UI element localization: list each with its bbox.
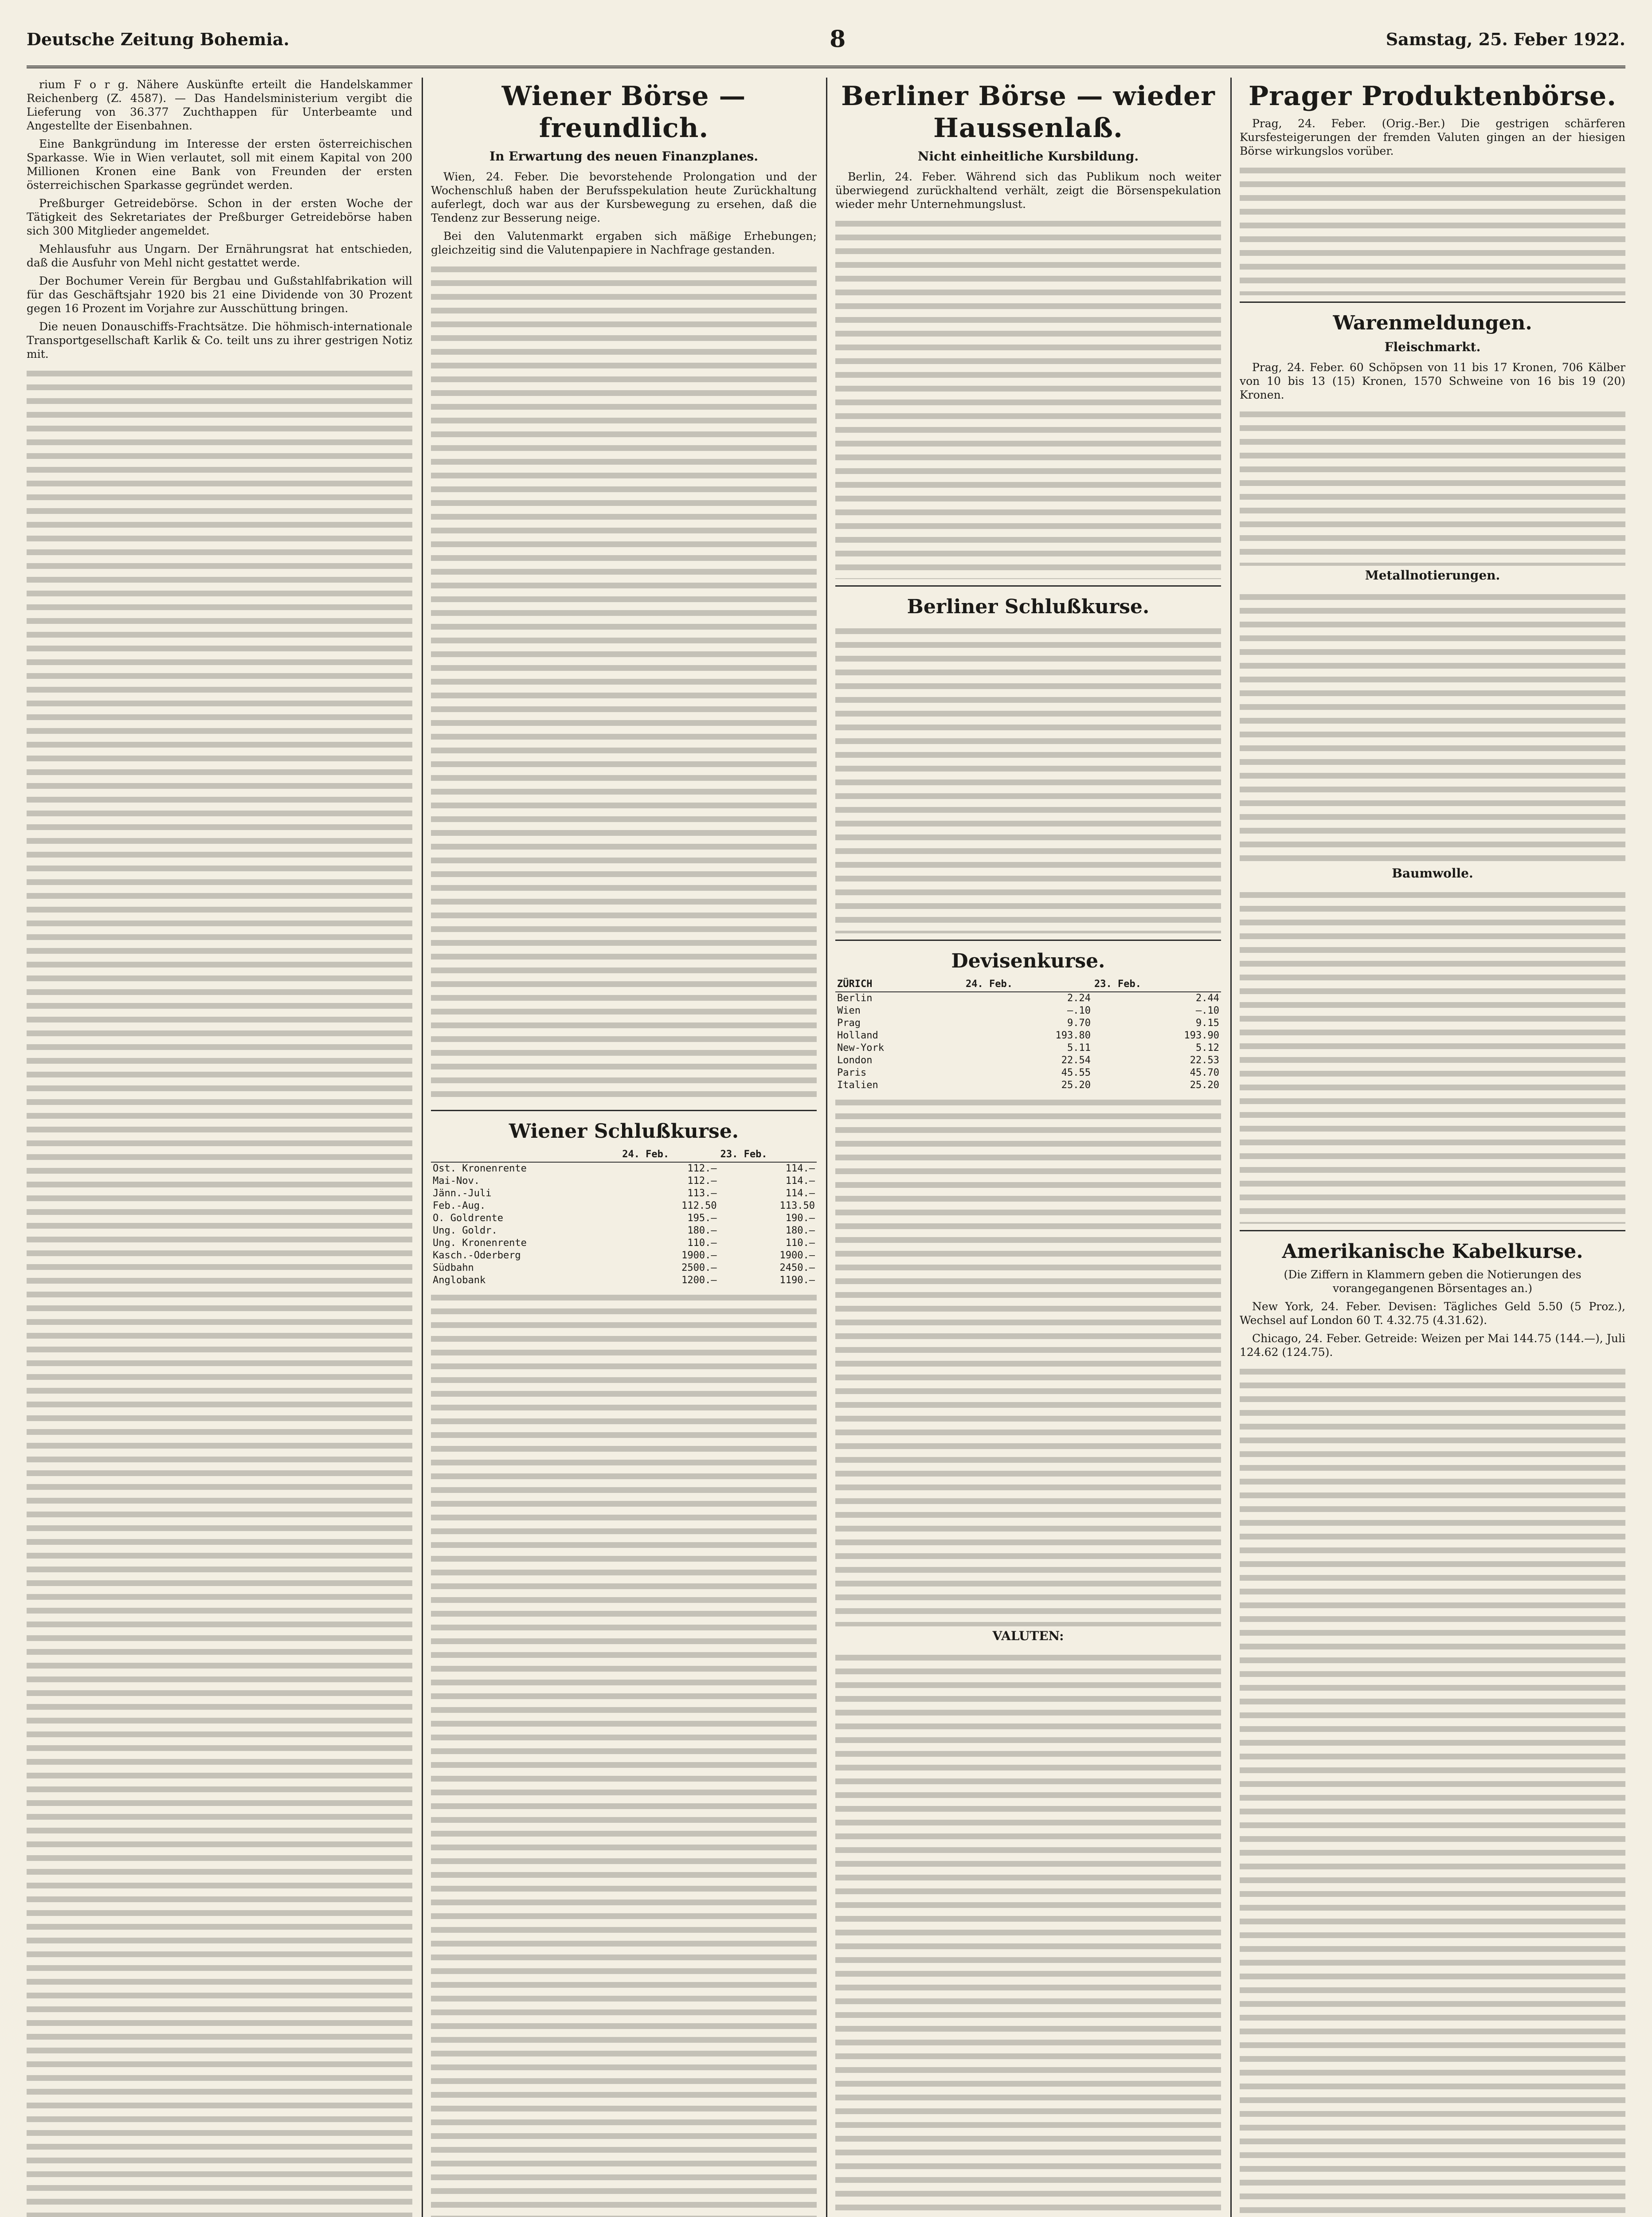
table-row [431,1200,817,1212]
cell: 1900.— [681,1250,717,1261]
paragraph: Wien, 24. Feber. Die bevorstehende Prolongation und der Wochenschluß haben der Berufsspekulation heute Zurückhaltung auferlegt, doch war aus der Kursbewegung zu ersehen, daß die Tendenz zur Besserung neige. [431,170,817,224]
table-row [835,992,1221,1005]
column-economic-news [27,78,412,2217]
cell: 114.— [785,1188,815,1199]
cell: 45.70 [1190,1067,1219,1078]
table-row [835,1030,1221,1042]
cell: Kasch.-Oderberg [433,1250,521,1261]
dense-text-block [835,1649,1221,2217]
paragraph: Preßburger Getreidebörse. Schon in der ersten Woche der Tätigkeit des Sekretariates der Preßburger Getreidebörse haben sich 300 Mitglieder angemeldet. [27,197,412,237]
dense-table-block [835,623,1221,933]
table-row [431,1162,817,1175]
table-title: Wiener Schlußkurse. [509,1120,739,1143]
section-subtitle: Fleischmarkt. [1384,340,1481,354]
cell: Ost. Kronenrente [433,1163,527,1174]
table-row [431,1237,817,1250]
section-title: Warenmeldungen. [1333,312,1532,334]
cell: 2.44 [1196,993,1219,1004]
cell: Anglobank [433,1275,486,1286]
columns [27,78,1625,2217]
cell: 22.54 [1061,1055,1091,1066]
cell: 9.15 [1196,1018,1219,1029]
cell: 9.70 [1067,1018,1091,1029]
cell: O. Goldrente [433,1213,503,1224]
table-title: VALUTEN: [992,1629,1064,1643]
divider [1240,302,1625,303]
page-header [27,12,1625,68]
divider [431,1110,817,1111]
dense-text-block [431,261,817,1104]
cell: —.10 [1067,1005,1091,1016]
paragraph: Die neuen Donauschiffs-Frachtsätze. Die höhmisch-internationale Transportgesellschaft Karlik & Co. teilt uns zu ihrer gestrigen Notiz mit. [27,320,412,360]
cell: 5.11 [1067,1042,1091,1054]
table-row [835,1042,1221,1054]
column-wiener-boerse [431,78,817,2217]
paragraph: rium F o r g. Nähere Auskünfte erteilt die Handelskammer Reichenberg (Z. 4587). — Das Handelsministerium vergibt die Lieferung von 36.377 Zuchthappen für Unterbeamte und Angestellte der Eisenbahnen. [27,78,412,132]
cell: 112.— [687,1175,717,1187]
cell: Berlin [837,993,873,1004]
column-rule [422,78,423,2217]
cell: Feb.-Aug. [433,1200,486,1211]
cell: 25.20 [1061,1080,1091,1091]
cell: 180.— [785,1225,815,1236]
table-row [835,1079,1221,1092]
cell: 190.— [785,1213,815,1224]
cell: 2450.— [779,1262,815,1273]
cell: 110.— [687,1238,717,1249]
cell: 25.20 [1190,1080,1219,1091]
cell: 195.— [687,1213,717,1224]
table-header: 23. Feb. [1092,977,1221,992]
section-subtitle: Nicht einheitliche Kursbildung. [917,149,1139,164]
cell: 22.53 [1190,1055,1219,1066]
cell: 113.— [687,1188,717,1199]
section-subtitle: In Erwartung des neuen Finanzplanes. [489,149,758,164]
paragraph: Eine Bankgründung im Interesse der ersten österreichischen Sparkasse. Wie in Wien verlautet, soll mit einem Kapital von 200 Millionen Kronen eine Bank von Freunden der ersten österreichischen Sparkasse gegründet werden. [27,137,412,192]
paragraph: Chicago, 24. Feber. Getreide: Weizen per Mai 144.75 (144.—), Juli 124.62 (124.75). [1240,1332,1625,1359]
dense-text-block [1240,406,1625,566]
table-row [431,1175,817,1187]
cell: 112.— [687,1163,717,1174]
section-subtitle: Metallnotierungen. [1365,568,1500,583]
cell: —.10 [1196,1005,1219,1016]
table-row [431,1262,817,1274]
cell: 45.55 [1061,1067,1091,1078]
table-row [431,1187,817,1200]
cell: Prag [837,1018,861,1029]
cell: 112.50 [681,1200,717,1211]
column-berliner-boerse [835,78,1221,2217]
cell: 1200.— [681,1275,717,1286]
cell: Wien [837,1005,861,1016]
table-title: Berliner Schlußkurse. [907,595,1150,618]
cell: 114.— [785,1175,815,1187]
dense-text-block [1240,162,1625,295]
dense-table-block [835,1094,1221,1626]
table-title: Devisenkurse. [951,950,1105,972]
dense-text-block [835,215,1221,579]
table-row [431,1274,817,1287]
table-row [431,1225,817,1237]
cell: Italien [837,1080,878,1091]
dense-table-block [431,1289,817,2217]
table-row [431,1250,817,1262]
section-subtitle: Baumwolle. [1392,866,1473,881]
paragraph: Berlin, 24. Feber. Während sich das Publikum noch weiter überwiegend zurückhaltend verhält, zeigt die Börsenspekulation wieder mehr Unternehmungslust. [835,170,1221,211]
note: (Die Ziffern in Klammern geben die Notierungen des vorangegangenen Börsentages an.) [1284,1268,1582,1295]
cell: Ung. Goldr. [433,1225,497,1236]
cell: Südbahn [433,1262,474,1273]
cell: 5.12 [1196,1042,1219,1054]
table-row [835,1054,1221,1067]
dense-text-block [1240,1363,1625,2217]
cell: 110.— [785,1238,815,1249]
cell: 2500.— [681,1262,717,1273]
table-row [431,1212,817,1225]
paragraph: Prag, 24. Feber. 60 Schöpsen von 11 bis 17 Kronen, 706 Kälber von 10 bis 13 (15) Kronen, 1570 Schweine von 16 bis 19 (20) Kronen. [1240,361,1625,401]
table-header: ZÜRICH [835,977,964,992]
cell: 193.80 [1055,1030,1091,1041]
cell: Holland [837,1030,878,1041]
divider [1240,1230,1625,1231]
newspaper-name: Deutsche Zeitung Bohemia. [27,29,290,49]
page-number: 8 [830,25,846,53]
dense-text-block [1240,887,1625,1224]
column-rule [1230,78,1232,2217]
cell: Mai-Nov. [433,1175,480,1187]
table-header: 24. Feb. [620,1148,718,1162]
paragraph: Der Bochumer Verein für Bergbau und Gußstahlfabrikation will für das Geschäftsjahr 1920 bis 21 eine Dividende von 30 Prozent gegen 16 Prozent im Vorjahre zur Ausschüttung bringen. [27,274,412,315]
table-row [835,1017,1221,1030]
issue-date: Samstag, 25. Feber 1922. [1386,29,1625,49]
cell: 114.— [785,1163,815,1174]
dense-text-block [1240,589,1625,864]
cell: Ung. Kronenrente [433,1238,527,1249]
section-title: Berliner Börse — wieder Haussenlaß. [841,81,1215,144]
cell: London [837,1055,873,1066]
dense-text-block [27,365,412,2217]
section-title: Amerikanische Kabelkurse. [1282,1240,1583,1263]
cell: 1900.— [779,1250,815,1261]
section-title: Wiener Börse — freundlich. [501,81,746,144]
table-header: 23. Feb. [719,1148,817,1162]
divider [835,940,1221,941]
column-produktenboerse [1240,78,1625,2217]
column-rule [826,78,827,2217]
cell: 1190.— [779,1275,815,1286]
table-header: 24. Feb. [964,977,1092,992]
section-title: Prager Produktenbörse. [1248,81,1617,112]
table-row [835,1005,1221,1017]
cell: New-York [837,1042,884,1054]
wiener-schlusskurse-table [431,1148,817,1287]
devisen-table [835,977,1221,1092]
paragraph: Mehlausfuhr aus Ungarn. Der Ernährungsrat hat entschieden, daß die Ausfuhr von Mehl nicht gestattet werde. [27,243,412,269]
cell: 2.24 [1067,993,1091,1004]
divider [835,585,1221,587]
table-header [431,1148,620,1162]
paragraph: Prag, 24. Feber. (Orig.-Ber.) Die gestrigen schärferen Kursfesteigerungen der fremden Valuten gingen an der hiesigen Börse wirkungslos vorüber. [1240,117,1625,157]
cell: 180.— [687,1225,717,1236]
cell: 113.50 [779,1200,815,1211]
paragraph: New York, 24. Feber. Devisen: Tägliches Geld 5.50 (5 Proz.), Wechsel auf London 60 T. 4.32.75 (4.31.62). [1240,1300,1625,1327]
paragraph: Bei den Valutenmarkt ergaben sich mäßige Erhebungen; gleichzeitig sind die Valutenpapiere in Nachfrage gestanden. [431,230,817,256]
cell: Jänn.-Juli [433,1188,492,1199]
table-row [835,1067,1221,1079]
cell: 193.90 [1184,1030,1219,1041]
cell: Paris [837,1067,867,1078]
